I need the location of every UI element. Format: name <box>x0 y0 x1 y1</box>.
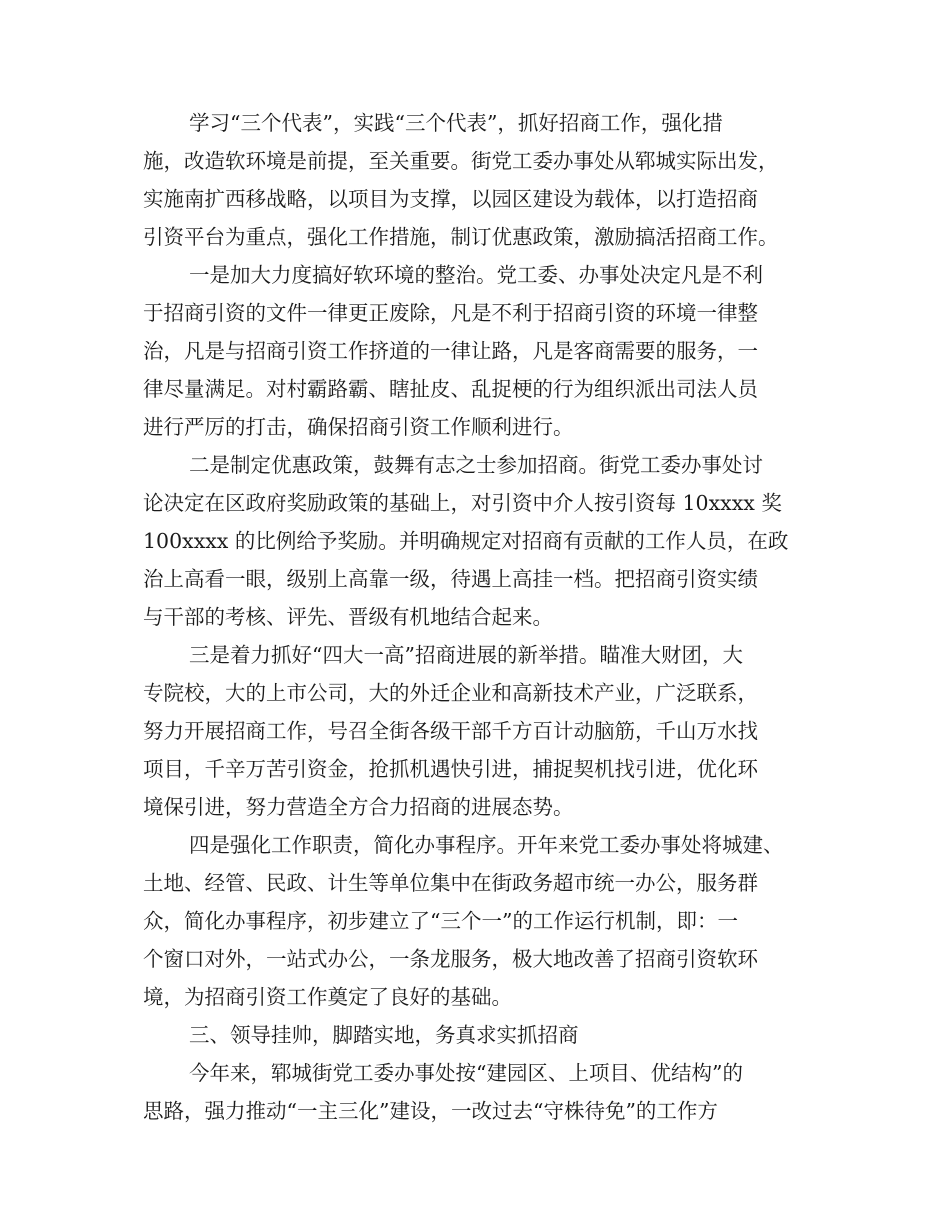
section-heading: 三、领导挂帅，脚踏实地，务真求实抓招商 <box>189 1023 579 1047</box>
text-line: 治，凡是与招商引资工作挤道的一律让路，凡是客商需要的服务，一 <box>143 339 758 363</box>
text-line: 项目，千辛万苦引资金，抢抓机遇快引进，捕捉契机找引进，优化环 <box>143 757 758 781</box>
text-line: 三是着力抓好“四大一高”招商进展的新举措。瞄准大财团，大 <box>189 643 743 667</box>
text-line: 进行严厉的打击，确保招商引资工作顺利进行。 <box>143 415 574 439</box>
text-line: 一是加大力度搞好软环境的整治。党工委、办事处决定凡是不利 <box>189 263 763 287</box>
text-line: 实施南扩西移战略，以项目为支撑，以园区建设为载体，以打造招商 <box>143 187 758 211</box>
text-line: 律尽量满足。对村霸路霸、瞎扯皮、乱捉梗的行为组织派出司法人员 <box>143 377 758 401</box>
text-line: 个窗口对外，一站式办公，一条龙服务，极大地改善了招商引资软环 <box>143 947 758 971</box>
text-line: 引资平台为重点，强化工作措施，制订优惠政策，激励搞活招商工作。 <box>143 225 779 249</box>
text-line: 二是制定优惠政策，鼓舞有志之士参加招商。街党工委办事处讨 <box>189 453 763 477</box>
text-line: 学习“三个代表”，实践“三个代表”，抓好招商工作，强化措 <box>189 111 723 135</box>
text-line: 100xxxx 的比例给予奖励。并明确规定对招商有贡献的工作人员，在政 <box>143 529 789 553</box>
text-line: 努力开展招商工作，号召全街各级干部千方百计动脑筋，千山万水找 <box>143 719 758 743</box>
text-line: 今年来，郓城街党工委办事处按“建园区、上项目、优结构”的 <box>189 1061 743 1085</box>
text-line: 四是强化工作职责，简化办事程序。开年来党工委办事处将城建、 <box>189 833 784 857</box>
text-line: 土地、经管、民政、计生等单位集中在街政务超市统一办公，服务群 <box>143 871 758 895</box>
text-line: 于招商引资的文件一律更正废除，凡是不利于招商引资的环境一律整 <box>143 301 758 325</box>
text-line: 施，改造软环境是前提，至关重要。街党工委办事处从郓城实际出发， <box>143 149 779 173</box>
text-line: 境，为招商引资工作奠定了良好的基础。 <box>143 985 512 1009</box>
text-line: 与干部的考核、评先、晋级有机地结合起来。 <box>143 605 553 629</box>
text-line: 思路，强力推动“一主三化”建设，一改过去“守株待免”的工作方 <box>143 1099 718 1123</box>
text-line: 治上高看一眼，级别上高靠一级，待遇上高挂一档。把招商引资实绩 <box>143 567 758 591</box>
text-line: 境保引进，努力营造全方合力招商的进展态势。 <box>143 795 574 819</box>
text-line: 专院校，大的上市公司，大的外迁企业和高新技术产业，广泛联系， <box>143 681 758 705</box>
text-line: 论决定在区政府奖励政策的基础上，对引资中介人按引资每 10xxxx 奖 <box>143 491 782 515</box>
text-line: 众，简化办事程序，初步建立了“三个一”的工作运行机制，即：一 <box>143 909 738 933</box>
